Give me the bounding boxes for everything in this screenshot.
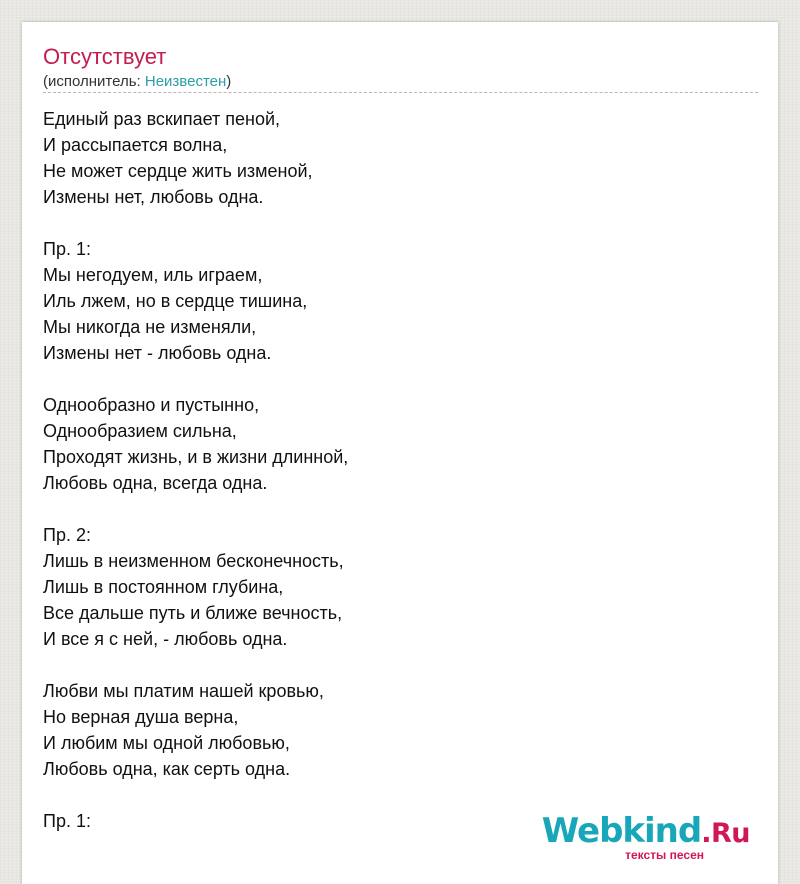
lyric-line: Не может сердце жить изменой, — [43, 161, 313, 181]
lyric-line: Проходят жизнь, и в жизни длинной, — [43, 447, 349, 467]
lyric-line: Пр. 1: — [43, 239, 91, 259]
lyric-line: И любим мы одной любовью, — [43, 733, 290, 753]
lyric-line: Любви мы платим нашей кровью, — [43, 681, 324, 701]
lyric-line: И рассыпается волна, — [43, 135, 228, 155]
lyrics-stanza — [43, 678, 743, 782]
lyric-line: Мы негодуем, иль играем, — [43, 265, 263, 285]
lyric-line: Любовь одна, всегда одна. — [43, 473, 268, 493]
song-title: Отсутствует — [43, 44, 167, 69]
lyric-line: Но верная душа верна, — [43, 707, 239, 727]
lyrics-stanza — [43, 106, 743, 210]
lyric-line: Однообразием сильна, — [43, 421, 237, 441]
lyrics-stanza — [43, 522, 743, 652]
lyric-line: Единый раз вскипает пеной, — [43, 109, 281, 129]
logo-tagline: тексты песен — [625, 848, 704, 862]
logo-main-text: Webkind — [541, 811, 702, 851]
lyric-line: Все дальше путь и ближе вечность, — [43, 603, 343, 623]
lyric-line: Пр. 2: — [43, 525, 91, 545]
lyric-line: Иль лжем, но в сердце тишина, — [43, 291, 308, 311]
artist-line — [43, 73, 231, 91]
lyric-line: Лишь в неизменном бесконечность, — [43, 551, 344, 571]
site-logo[interactable] — [541, 811, 750, 862]
artist-suffix: ) — [226, 73, 232, 90]
lyric-line: Пр. 1: — [43, 811, 91, 831]
lyric-line: Мы никогда не изменяли, — [43, 317, 257, 337]
title-divider — [43, 92, 758, 93]
lyrics-stanza — [43, 236, 743, 366]
artist-prefix: (исполнитель: — [43, 73, 145, 90]
lyric-line: Измены нет - любовь одна. — [43, 343, 272, 363]
logo-wordmark — [542, 812, 750, 853]
lyric-line: Любовь одна, как серть одна. — [43, 759, 291, 779]
lyrics-body — [43, 106, 743, 860]
logo-tld-text: .Ru — [701, 818, 750, 849]
lyrics-stanza — [43, 392, 743, 496]
lyric-line: Измены нет, любовь одна. — [43, 187, 264, 207]
artist-link[interactable]: Неизвестен — [144, 73, 227, 90]
lyric-line: И все я с ней, - любовь одна. — [43, 629, 288, 649]
lyric-line: Однообразно и пустынно, — [43, 395, 260, 415]
lyrics-card — [22, 22, 778, 884]
lyric-line: Лишь в постоянном глубина, — [43, 577, 284, 597]
